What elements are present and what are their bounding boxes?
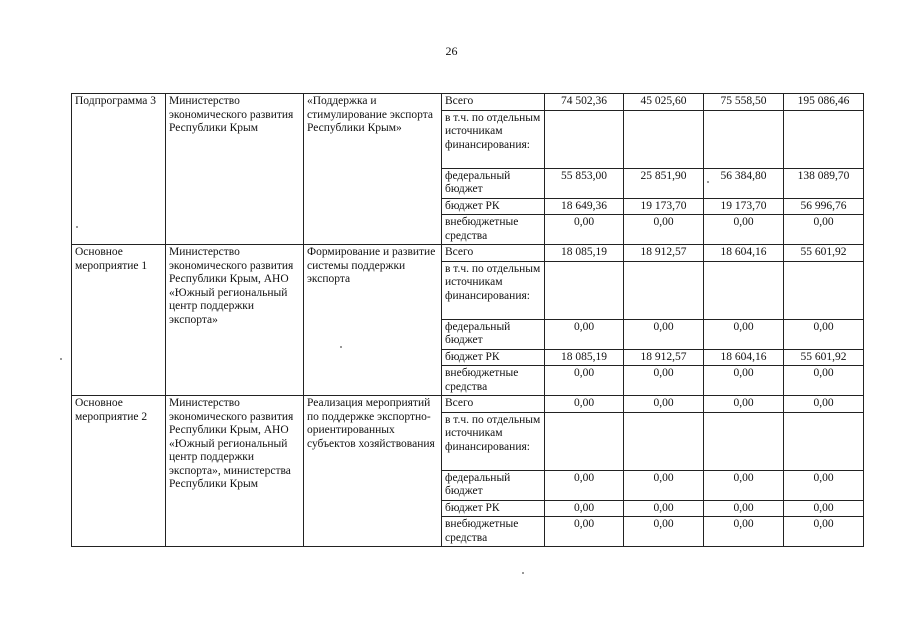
- amount-cell: 55 853,00: [545, 168, 624, 198]
- funding-source-cell: в т.ч. по отдельным источникам финансирования:: [442, 110, 545, 168]
- amount-cell: 18 085,19: [545, 349, 624, 366]
- funding-source-cell: Всего: [442, 94, 545, 111]
- amount-cell: [545, 412, 624, 470]
- funding-source-cell: бюджет РК: [442, 349, 545, 366]
- amount-cell: 0,00: [784, 396, 864, 413]
- amount-cell: 0,00: [704, 500, 784, 517]
- table-row: [72, 94, 864, 111]
- amount-cell: [545, 261, 624, 319]
- amount-cell: [784, 412, 864, 470]
- amount-cell: 45 025,60: [624, 94, 704, 111]
- amount-cell: 18 604,16: [704, 245, 784, 262]
- page-number: 26: [445, 44, 458, 58]
- budget-table: [71, 93, 864, 547]
- amount-cell: 0,00: [624, 470, 704, 500]
- funding-source-cell: бюджет РК: [442, 198, 545, 215]
- amount-cell: 19 173,70: [624, 198, 704, 215]
- table-row: [72, 245, 864, 262]
- activity-cell: «Поддержка и стимулирование экспорта Республики Крым»: [304, 94, 442, 245]
- amount-cell: 0,00: [545, 366, 624, 396]
- amount-cell: 0,00: [704, 215, 784, 245]
- amount-cell: 0,00: [624, 396, 704, 413]
- amount-cell: 0,00: [784, 366, 864, 396]
- funding-source-cell: внебюджетные средства: [442, 366, 545, 396]
- amount-cell: 18 085,19: [545, 245, 624, 262]
- funding-source-cell: Всего: [442, 245, 545, 262]
- amount-cell: 0,00: [545, 517, 624, 547]
- amount-cell: [784, 261, 864, 319]
- amount-cell: [624, 261, 704, 319]
- funding-source-cell: федеральный бюджет: [442, 470, 545, 500]
- executor-cell: Министерство экономического развития Республики Крым, АНО «Южный региональный центр поддержки экспорта»: [166, 245, 304, 396]
- amount-cell: [545, 110, 624, 168]
- scan-speck: [707, 181, 709, 183]
- amount-cell: 18 604,16: [704, 349, 784, 366]
- amount-cell: 25 851,90: [624, 168, 704, 198]
- amount-cell: 56 996,76: [784, 198, 864, 215]
- amount-cell: 0,00: [624, 366, 704, 396]
- amount-cell: 55 601,92: [784, 349, 864, 366]
- amount-cell: 0,00: [624, 500, 704, 517]
- amount-cell: 0,00: [704, 366, 784, 396]
- amount-cell: 0,00: [545, 396, 624, 413]
- executor-cell: Министерство экономического развития Республики Крым, АНО «Южный региональный центр поддержки экспорта», министерства Республики Крым: [166, 396, 304, 547]
- amount-cell: 74 502,36: [545, 94, 624, 111]
- program-cell: Основное мероприятие 1: [72, 245, 166, 396]
- amount-cell: 56 384,80: [704, 168, 784, 198]
- amount-cell: 0,00: [624, 319, 704, 349]
- amount-cell: [624, 412, 704, 470]
- amount-cell: 0,00: [545, 500, 624, 517]
- funding-source-cell: бюджет РК: [442, 500, 545, 517]
- program-cell: Подпрограмма 3: [72, 94, 166, 245]
- amount-cell: 195 086,46: [784, 94, 864, 111]
- amount-cell: [704, 261, 784, 319]
- funding-source-cell: Всего: [442, 396, 545, 413]
- amount-cell: 0,00: [784, 500, 864, 517]
- amount-cell: 138 089,70: [784, 168, 864, 198]
- amount-cell: 18 912,57: [624, 349, 704, 366]
- activity-cell: Формирование и развитие системы поддержки экспорта: [304, 245, 442, 396]
- executor-cell: Министерство экономического развития Республики Крым: [166, 94, 304, 245]
- activity-cell: Реализация мероприятий по поддержке экспортно-ориентированных субъектов хозяйствования: [304, 396, 442, 547]
- amount-cell: 0,00: [545, 215, 624, 245]
- amount-cell: 0,00: [624, 215, 704, 245]
- scan-speck: [76, 226, 78, 228]
- amount-cell: 0,00: [545, 319, 624, 349]
- funding-source-cell: федеральный бюджет: [442, 168, 545, 198]
- funding-source-cell: внебюджетные средства: [442, 517, 545, 547]
- funding-source-cell: в т.ч. по отдельным источникам финансирования:: [442, 412, 545, 470]
- amount-cell: 55 601,92: [784, 245, 864, 262]
- amount-cell: 0,00: [784, 215, 864, 245]
- amount-cell: 19 173,70: [704, 198, 784, 215]
- funding-source-cell: внебюджетные средства: [442, 215, 545, 245]
- scan-speck: [522, 572, 524, 574]
- amount-cell: 0,00: [624, 517, 704, 547]
- amount-cell: [704, 412, 784, 470]
- scan-speck: [60, 358, 62, 360]
- amount-cell: [784, 110, 864, 168]
- funding-source-cell: федеральный бюджет: [442, 319, 545, 349]
- amount-cell: 0,00: [784, 517, 864, 547]
- amount-cell: 75 558,50: [704, 94, 784, 111]
- amount-cell: 0,00: [704, 517, 784, 547]
- amount-cell: 0,00: [784, 319, 864, 349]
- amount-cell: 18 649,36: [545, 198, 624, 215]
- amount-cell: 18 912,57: [624, 245, 704, 262]
- amount-cell: 0,00: [784, 470, 864, 500]
- amount-cell: 0,00: [704, 319, 784, 349]
- program-cell: Основное мероприятие 2: [72, 396, 166, 547]
- amount-cell: [624, 110, 704, 168]
- amount-cell: 0,00: [704, 470, 784, 500]
- amount-cell: 0,00: [545, 470, 624, 500]
- funding-source-cell: в т.ч. по отдельным источникам финансирования:: [442, 261, 545, 319]
- amount-cell: [704, 110, 784, 168]
- scan-speck: [340, 346, 342, 348]
- table-row: [72, 396, 864, 413]
- amount-cell: 0,00: [704, 396, 784, 413]
